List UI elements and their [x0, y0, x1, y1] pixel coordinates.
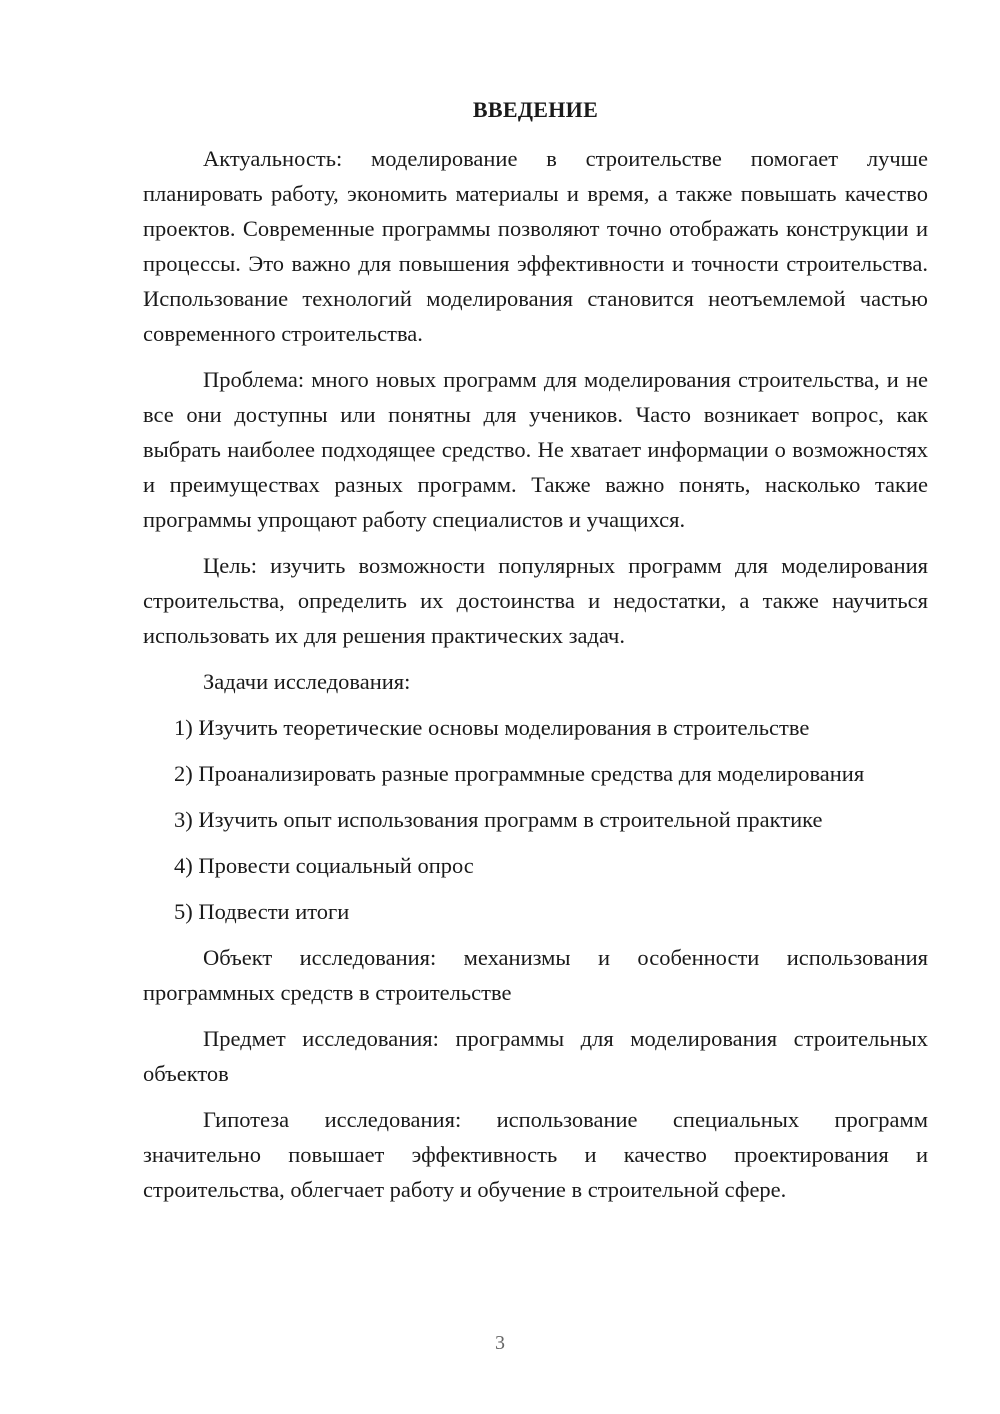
hypothesis-paragraph: Гипотеза исследования: использование специальных программ значительно повышает эффективность и качество проектирования и строительства, облегчает работу и обучение в строительной сфере. — [143, 1107, 928, 1202]
tasks-title: Задачи исследования: — [203, 669, 411, 694]
task-item: 5) Подвести итоги — [174, 899, 350, 924]
relevance-paragraph: Актуальность: моделирование в строительстве помогает лучше планировать работу, экономить материалы и время, а также повышать качество проектов. Современные программы позволяют точно отображать конструкции и процессы. Это важно для повышения эффективности и точности строительства. Использование технологий моделирования становится неотъемлемой частью современного строительства. — [143, 146, 928, 346]
page-number: 3 — [495, 1332, 505, 1354]
goal-paragraph: Цель: изучить возможности популярных программ для моделирования строительства, определить их достоинства и недостатки, а также научиться использовать их для решения практических задач. — [143, 553, 928, 648]
task-item: 3) Изучить опыт использования программ в строительной практике — [174, 807, 823, 832]
problem-paragraph: Проблема: много новых программ для моделирования строительства, и не все они доступны или понятны для учеников. Часто возникает вопрос, как выбрать наиболее подходящее средство. Не хватает информации о возможностях и преимуществах разных программ. Также важно понять, насколько такие программы упрощают работу специалистов и учащихся. — [143, 367, 928, 532]
subject-paragraph: Предмет исследования: программы для моделирования строительных объектов — [143, 1026, 928, 1086]
page-title: ВВЕДЕНИЕ — [472, 97, 599, 122]
document-page — [143, 92, 928, 1218]
task-item: 1) Изучить теоретические основы моделирования в строительстве — [174, 715, 810, 740]
object-paragraph: Объект исследования: механизмы и особенности использования программных средств в строительстве — [143, 945, 928, 1005]
task-item: 2) Проанализировать разные программные средства для моделирования — [174, 761, 865, 786]
task-item: 4) Провести социальный опрос — [174, 853, 474, 878]
